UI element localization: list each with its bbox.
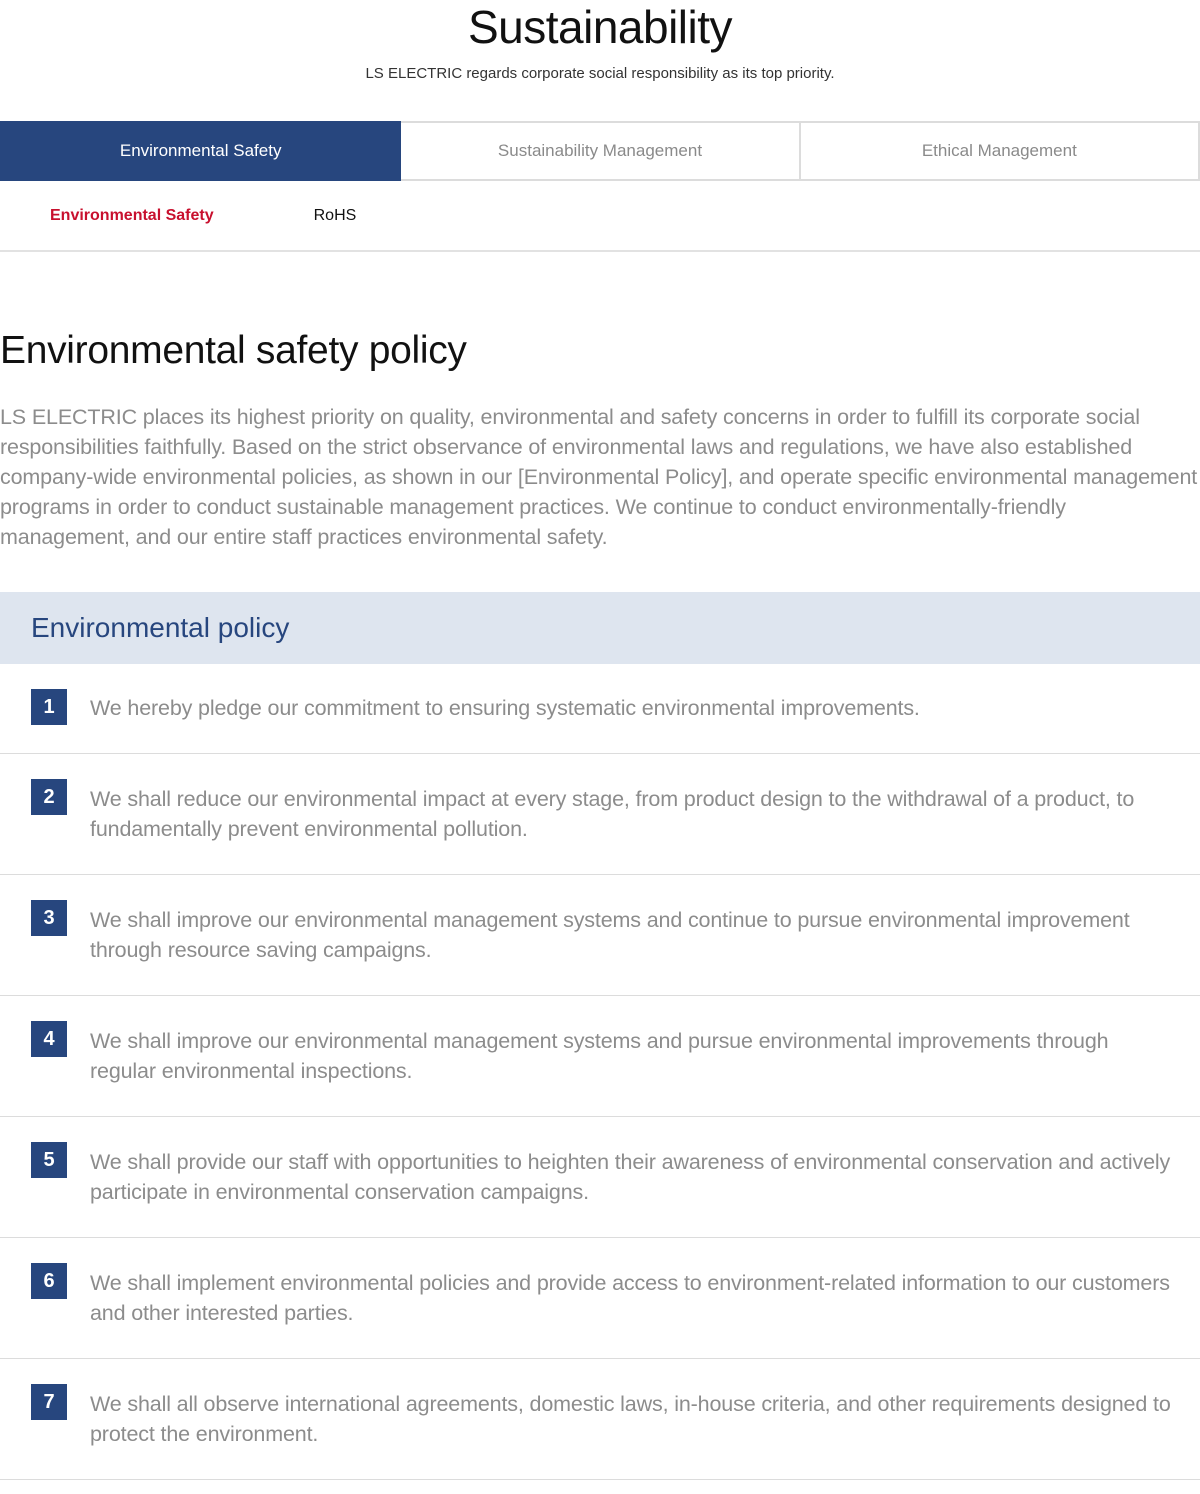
tab-environmental-safety[interactable]: Environmental Safety (0, 121, 401, 181)
policy-text: We shall improve our environmental management systems and continue to pursue environmental improvement through resource saving campaigns. (90, 908, 1130, 962)
policy-text: We shall improve our environmental management systems and pursue environmental improvements through regular environmental inspections. (90, 1029, 1109, 1083)
page-subtitle: LS ELECTRIC regards corporate social responsibility as its top priority. (365, 65, 835, 82)
policy-number-badge: 3 (31, 900, 67, 936)
policy-number-badge: 2 (31, 779, 67, 815)
section-title: Environmental safety policy (0, 329, 467, 372)
policy-item-7 (0, 1359, 1200, 1480)
tab-sustainability-management[interactable]: Sustainability Management (401, 121, 800, 181)
policy-list (0, 664, 1200, 1480)
policy-item-2 (0, 754, 1200, 875)
policy-item-5 (0, 1117, 1200, 1238)
policy-number-badge: 4 (31, 1021, 67, 1057)
intro-paragraph: LS ELECTRIC places its highest priority on quality, environmental and safety concerns in order to fulfill its corporate social responsibilities faithfully. Based on the strict observance of environmental laws and regulations, we have also established company-wide environmental policies, as shown in our [Environmental Policy], and operate specific environmental management programs in order to conduct sustainable management practices. We continue to conduct environmentally-friendly management, and our entire staff practices environmental safety. (0, 405, 1198, 549)
subtab-environmental-safety[interactable]: Environmental Safety (50, 206, 214, 224)
policy-header-title: Environmental policy (31, 612, 290, 643)
main-tabs (0, 121, 1200, 181)
policy-header (0, 592, 1200, 664)
policy-text: We shall reduce our environmental impact at every stage, from product design to the withdrawal of a product, to fundamentally prevent environmental pollution. (90, 787, 1135, 841)
sub-tabs (0, 181, 1200, 252)
policy-text: We hereby pledge our commitment to ensuring systematic environmental improvements. (90, 696, 920, 720)
policy-item-3 (0, 875, 1200, 996)
policy-number-badge: 7 (31, 1384, 67, 1420)
policy-text: We shall implement environmental policies and provide access to environment-related information to our customers and other interested parties. (90, 1271, 1170, 1325)
page-title: Sustainability (467, 1, 733, 53)
policy-number-badge: 6 (31, 1263, 67, 1299)
policy-text: We shall provide our staff with opportunities to heighten their awareness of environmental conservation and actively participate in environmental conservation campaigns. (90, 1150, 1171, 1204)
policy-number-badge: 5 (31, 1142, 67, 1178)
subtab-rohs[interactable]: RoHS (313, 206, 357, 224)
policy-text: We shall all observe international agreements, domestic laws, in-house criteria, and other requirements designed to protect the environment. (90, 1392, 1171, 1446)
policy-item-6 (0, 1238, 1200, 1359)
policy-number-badge: 1 (31, 689, 67, 725)
policy-item-1 (0, 664, 1200, 754)
policy-item-4 (0, 996, 1200, 1117)
tab-ethical-management[interactable]: Ethical Management (801, 121, 1200, 181)
